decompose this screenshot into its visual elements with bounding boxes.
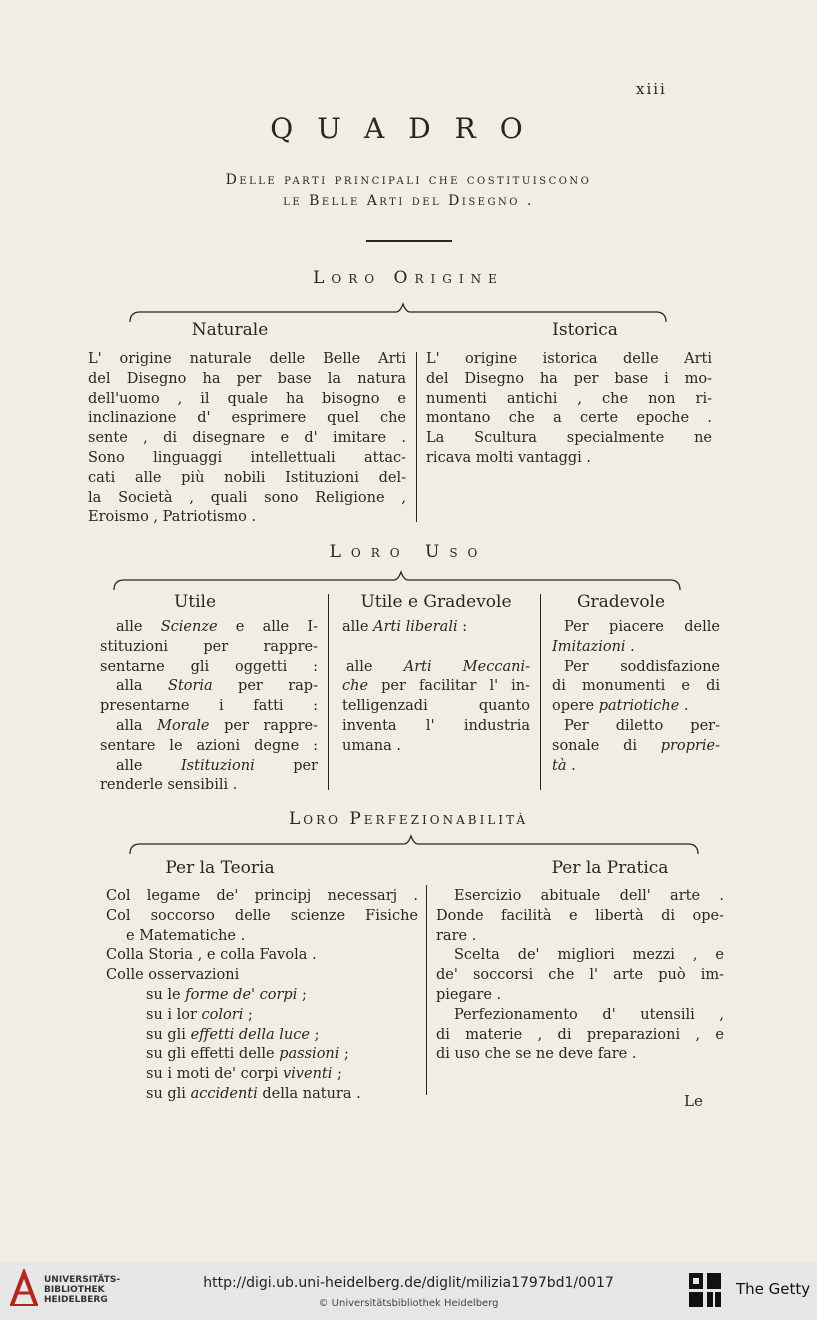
text-line: di monumenti e di bbox=[552, 678, 720, 695]
page-number: xiii bbox=[636, 80, 667, 98]
text-line: Colle osservazioni bbox=[106, 967, 240, 984]
text-line: di materie , di preparazioni , e bbox=[436, 1026, 724, 1043]
text-line: Donde facilità e libertà di ope- bbox=[436, 907, 724, 924]
text-line: presentarne i fatti : bbox=[100, 698, 318, 715]
subtitle-line-1: Delle parti principali che costituiscono bbox=[225, 172, 592, 188]
text-line: su gli accidenti della natura . bbox=[146, 1085, 361, 1102]
origine-right-text bbox=[426, 350, 712, 469]
text-line: dell'uomo , il quale ha bisogno e bbox=[88, 390, 406, 407]
text-line: su gli effetti delle passioni ; bbox=[146, 1046, 349, 1063]
text-line: la Società , quali sono Religione , bbox=[88, 489, 406, 506]
text-line: alla Storia per rap- bbox=[116, 678, 318, 695]
library-name-line: HEIDELBERG bbox=[44, 1295, 108, 1305]
text-line: cati alle più nobili Istituzioni del- bbox=[88, 469, 406, 486]
library-name-line: BIBLIOTHEK bbox=[44, 1285, 105, 1295]
getty-name: The Getty bbox=[736, 1280, 811, 1298]
page-title: QUADRO bbox=[270, 112, 547, 145]
text-line: su i moti de' corpi viventi ; bbox=[146, 1066, 342, 1083]
section-heading-origine: Loro Origine bbox=[313, 268, 504, 288]
brace-perfezionabilita bbox=[128, 832, 700, 860]
text-line: ricava molti vantaggi . bbox=[426, 449, 592, 466]
text-line: Sono linguaggi intellettuali attac- bbox=[88, 449, 406, 466]
text-line: e Matematiche . bbox=[126, 927, 246, 944]
getty-logo-icon[interactable] bbox=[688, 1272, 722, 1308]
text-line: Colla Storia , e colla Favola . bbox=[106, 947, 317, 964]
uso-col1-head: Utile bbox=[173, 592, 217, 612]
text-line: La Scultura specialmente ne bbox=[426, 430, 712, 447]
uso-col2-text bbox=[342, 618, 530, 757]
text-line: Esercizio abituale dell' arte . bbox=[454, 888, 724, 904]
text-line: sentarne gli oggetti : bbox=[100, 658, 318, 675]
text-line: L' origine istorica delle Arti bbox=[426, 351, 712, 367]
text-line: Per soddisfazione bbox=[564, 658, 720, 675]
text-line: stituzioni per rappre- bbox=[100, 638, 318, 655]
text-line: renderle sensibili . bbox=[100, 777, 238, 794]
text-line: de' soccorsi che l' arte può im- bbox=[436, 967, 724, 984]
text-line: Scelta de' migliori mezzi , e bbox=[454, 947, 724, 964]
perf-right-head: Per la Pratica bbox=[551, 858, 669, 878]
uso-col3-text bbox=[552, 618, 720, 776]
origine-left-text bbox=[88, 350, 406, 528]
text-line: di uso che se ne deve fare . bbox=[436, 1046, 637, 1063]
text-line: alle Arti liberali : bbox=[342, 619, 468, 635]
text-line: sonale di proprie- bbox=[552, 737, 720, 754]
library-name-line: UNIVERSITÄTS- bbox=[44, 1275, 121, 1285]
section-heading-uso: Loro Uso bbox=[329, 542, 488, 562]
text-line: Per piacere delle bbox=[564, 619, 720, 635]
text-line: montano che a certe epoche . bbox=[426, 410, 712, 427]
text-line: opere patriotiche . bbox=[552, 698, 689, 715]
text-line: Per diletto per- bbox=[564, 717, 720, 734]
text-line: telligenzadi quanto bbox=[342, 698, 530, 715]
text-line bbox=[342, 638, 530, 658]
uso-col2-head: Utile e Gradevole bbox=[360, 592, 512, 612]
column-divider bbox=[540, 594, 541, 790]
text-line: sentare le azioni degne : bbox=[100, 737, 318, 754]
text-line: su i lor colori ; bbox=[146, 1006, 253, 1023]
text-line: alla Morale per rappre- bbox=[116, 717, 318, 734]
text-line: alle Istituzioni per bbox=[116, 757, 318, 774]
origine-right-head: Istorica bbox=[552, 320, 618, 340]
text-line: su le forme de' corpi ; bbox=[146, 986, 307, 1003]
text-line: alle Scienze e alle I- bbox=[116, 619, 318, 635]
viewer-footer bbox=[0, 1262, 817, 1320]
subtitle-line-2: le Belle Arti del Disegno . bbox=[283, 193, 534, 209]
text-line: che per facilitar l' in- bbox=[342, 678, 530, 695]
text-line: inclinazione d' esprimere quel che bbox=[88, 410, 406, 427]
text-line: numenti antichi , che non ri- bbox=[426, 390, 712, 407]
text-line: Col soccorso delle scienze Fisiche bbox=[106, 907, 418, 924]
text-line: umana . bbox=[342, 737, 401, 754]
title-divider bbox=[366, 240, 452, 242]
text-line: inventa l' industria bbox=[342, 717, 530, 734]
origine-left-head: Naturale bbox=[191, 320, 269, 340]
text-line: alle Arti Meccani- bbox=[346, 658, 530, 675]
text-line: Eroismo , Patriotismo . bbox=[88, 509, 257, 526]
column-divider bbox=[426, 885, 427, 1095]
text-line: tà . bbox=[552, 757, 576, 774]
section-heading-perfezionabilita: Loro Perfezionabilità bbox=[288, 809, 529, 829]
text-line: su gli effetti della luce ; bbox=[146, 1026, 320, 1043]
text-line: rare . bbox=[436, 927, 477, 944]
text-line: del Disegno ha per base la natura bbox=[88, 370, 406, 387]
text-line: piegare . bbox=[436, 986, 502, 1003]
perf-right-text bbox=[436, 887, 724, 1065]
perf-left-text bbox=[106, 887, 418, 1105]
text-line: sente , di disegnare e d' imitare . bbox=[88, 430, 406, 447]
uso-col1-text bbox=[100, 618, 318, 796]
column-divider bbox=[416, 352, 417, 522]
uso-col3-head: Gradevole bbox=[576, 592, 666, 612]
column-divider bbox=[328, 594, 329, 790]
text-line: Perfezionamento d' utensili , bbox=[454, 1006, 724, 1023]
text-line: del Disegno ha per base i mo- bbox=[426, 370, 712, 387]
permalink-url[interactable]: http://digi.ub.uni-heidelberg.de/diglit/milizia1797bd1/0017 bbox=[203, 1275, 614, 1291]
perf-left-head: Per la Teoria bbox=[165, 858, 275, 878]
text-line: Col legame de' principj necessarj . bbox=[106, 888, 418, 904]
text-line: L' origine naturale delle Belle Arti bbox=[88, 351, 406, 367]
text-line: Imitazioni . bbox=[552, 638, 635, 655]
catchword: Le bbox=[684, 1092, 703, 1110]
copyright-notice: © Universitätsbibliothek Heidelberg bbox=[318, 1298, 499, 1309]
